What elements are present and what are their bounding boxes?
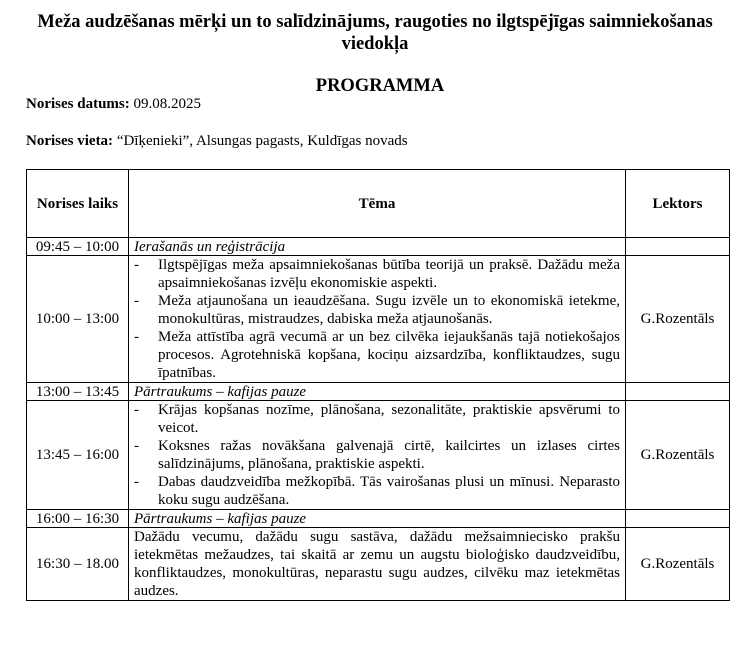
event-date [26, 96, 201, 113]
topic-list [134, 401, 620, 509]
program-heading: PROGRAMMA [315, 76, 445, 96]
header-topic: Tēma [129, 170, 626, 238]
row-time: 09:45 – 10:00 [27, 238, 129, 256]
event-date-value: 09.08.2025 [133, 96, 201, 112]
topic-item: - Dabas daudzveidība mežkopībā. Tās vairošanas plusi un mīnusi. Neparasto koku sugu audzēšana. [134, 473, 620, 509]
header-lector: Lektors [626, 170, 730, 238]
row-time: 13:45 – 16:00 [27, 401, 129, 510]
topic-item: - Ilgtspējīgas meža apsaimniekošanas būtība teorijā un praksē. Dažādu meža apsaimniekošanas izvēļu ekonomiskie aspekti. [134, 256, 620, 292]
topic-item: - Meža atjaunošana un ieaudzēšana. Sugu izvēle un to ekonomiskā ietekme, monokultūras, mistraudzes, dabiska meža atjaunošanās. [134, 292, 620, 328]
row-topic [129, 256, 626, 383]
event-place-value: “Dīķenieki”, Alsungas pagasts, Kuldīgas novads [116, 133, 408, 149]
row-topic: Pārtraukums – kafijas pauze [129, 510, 626, 528]
row-time: 16:00 – 16:30 [27, 510, 129, 528]
document-title: Meža audzēšanas mērķi un to salīdzinājums, raugoties no ilgtspējīgas saimniekošanas viedokļa [37, 12, 713, 54]
topic-list [134, 256, 620, 382]
schedule-table [26, 169, 730, 601]
table-row [27, 256, 730, 383]
topic-item: - Krājas kopšanas nozīme, plānošana, sezonalitāte, praktiskie apsvērumi to veicot. [134, 401, 620, 437]
row-lector [626, 383, 730, 401]
row-time: 13:00 – 13:45 [27, 383, 129, 401]
row-topic: Pārtraukums – kafijas pauze [129, 383, 626, 401]
header-time: Norises laiks [27, 170, 129, 238]
event-place [26, 133, 408, 150]
row-lector [626, 238, 730, 256]
row-time: 16:30 – 18.00 [27, 528, 129, 601]
table-header-row [27, 170, 730, 238]
row-topic: Dažādu vecumu, dažādu sugu sastāva, dažādu mežsaimniecisko prakšu ietekmētas mežaudzes, tai skaitā ar zemu un augstu bioloģisko daudzveidību, konfliktaudzes, monokultūras, neparastu sugu audzes, cilvēku maz ietekmētas audzes. [129, 528, 626, 601]
table-row [27, 401, 730, 510]
row-lector [626, 510, 730, 528]
row-lector: G.Rozentāls [626, 401, 730, 510]
table-row [27, 528, 730, 601]
event-place-label: Norises vieta: [26, 133, 114, 149]
table-row [27, 510, 730, 528]
row-topic: Ierašanās un reģistrācija [129, 238, 626, 256]
row-lector: G.Rozentāls [626, 528, 730, 601]
row-topic [129, 401, 626, 510]
table-row [27, 238, 730, 256]
event-date-label: Norises datums: [26, 96, 130, 112]
table-row [27, 383, 730, 401]
row-lector: G.Rozentāls [626, 256, 730, 383]
row-time: 10:00 – 13:00 [27, 256, 129, 383]
topic-item: - Meža attīstība agrā vecumā ar un bez cilvēka iejaukšanās tajā notiekošajos procesos. Agrotehniskā kopšana, kociņu aizsardzība, konfliktaudzes, sugu īpatnības. [134, 328, 620, 382]
topic-item: - Koksnes ražas novākšana galvenajā cirtē, kailcirtes un izlases cirtes salīdzinājums, plānošana, praktiskie aspekti. [134, 437, 620, 473]
